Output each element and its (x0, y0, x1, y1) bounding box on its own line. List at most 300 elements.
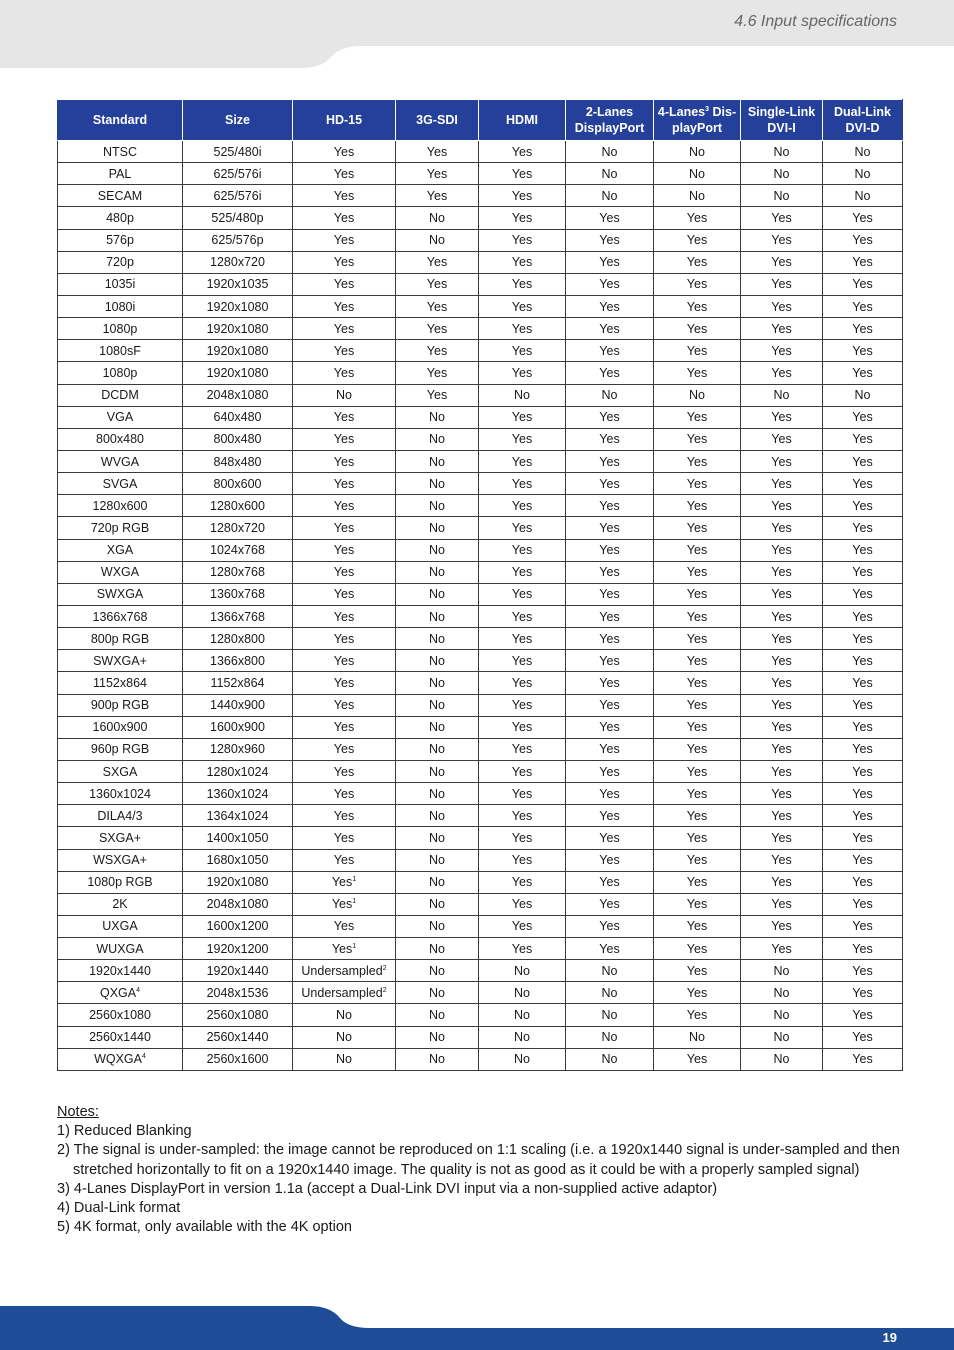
table-cell: Yes (479, 716, 566, 738)
table-cell: Yes (823, 605, 903, 627)
table-cell: XGA (58, 539, 183, 561)
table-cell: Yes (479, 738, 566, 760)
table-cell: Yes (396, 318, 479, 340)
table-cell: 1920x1200 (183, 938, 293, 960)
table-header-row (58, 100, 903, 141)
table-cell: 1080p (58, 362, 183, 384)
table-cell: 2560x1600 (183, 1048, 293, 1070)
table-cell: Yes (823, 539, 903, 561)
table-cell: 525/480i (183, 141, 293, 163)
table-cell: No (396, 805, 479, 827)
table-row (58, 318, 903, 340)
table-cell: Yes (823, 893, 903, 915)
table-row (58, 473, 903, 495)
table-cell: Yes (566, 561, 654, 583)
table-cell: Yes (293, 605, 396, 627)
table-cell: Yes (823, 915, 903, 937)
table-cell: Yes (479, 893, 566, 915)
table-cell: Yes (741, 539, 823, 561)
table-cell: Yes (654, 318, 741, 340)
table-cell: Yes (823, 672, 903, 694)
table-cell: Yes (566, 251, 654, 273)
table-cell: Yes (654, 783, 741, 805)
table-row (58, 141, 903, 163)
table-cell: No (396, 539, 479, 561)
table-cell: 625/576i (183, 163, 293, 185)
table-cell: No (654, 141, 741, 163)
table-cell: Yes (293, 495, 396, 517)
table-cell: Yes (823, 938, 903, 960)
table-cell: No (396, 893, 479, 915)
table-cell: Yes (293, 473, 396, 495)
table-cell: Yes (293, 915, 396, 937)
table-cell: No (741, 1026, 823, 1048)
table-row (58, 760, 903, 782)
table-cell: Yes (823, 871, 903, 893)
table-cell: Yes (479, 406, 566, 428)
table-cell: No (479, 960, 566, 982)
table-cell: 480p (58, 207, 183, 229)
table-row (58, 185, 903, 207)
page-number: 19 (882, 1330, 897, 1345)
table-row (58, 561, 903, 583)
table-cell: 1280x1024 (183, 760, 293, 782)
table-cell: 1920x1080 (183, 340, 293, 362)
note-item: 2) The signal is under-sampled: the image cannot be reproduced on 1:1 scaling (i.e. a 1920x1440 signal is under-sampled and then stretched horizontally to fit on a 1920x1440 image. The quality is not as good as it could be with a properly sampled signal) (57, 1142, 900, 1178)
table-row (58, 495, 903, 517)
table-cell: Yes (654, 539, 741, 561)
table-cell: Yes (741, 450, 823, 472)
table-row (58, 450, 903, 472)
table-cell: Yes (654, 716, 741, 738)
table-cell: Yes (654, 273, 741, 295)
table-cell: 1366x768 (58, 605, 183, 627)
table-cell: No (396, 982, 479, 1004)
table-row (58, 362, 903, 384)
table-cell: Yes (293, 805, 396, 827)
table-row (58, 229, 903, 251)
table-cell: Yes (566, 783, 654, 805)
table-cell: Yes (566, 605, 654, 627)
note-item: 4) Dual-Link format (57, 1200, 181, 1217)
table-cell: Yes (654, 428, 741, 450)
table-cell: Yes (823, 805, 903, 827)
table-row (58, 295, 903, 317)
table-cell: Yes (654, 495, 741, 517)
column-header: Size (183, 100, 293, 141)
table-cell: Yes (823, 694, 903, 716)
table-cell: Yes (823, 738, 903, 760)
table-cell: Yes (741, 251, 823, 273)
table-cell: Yes (479, 871, 566, 893)
table-cell: Yes (479, 915, 566, 937)
table-cell: 1024x768 (183, 539, 293, 561)
table-cell: SWXGA+ (58, 650, 183, 672)
table-cell: No (396, 650, 479, 672)
column-header: 4-Lanes$^3$ Dis-playPort (654, 100, 741, 141)
table-cell: No (741, 1004, 823, 1026)
table-cell: No (396, 1026, 479, 1048)
table-cell: Yes (823, 716, 903, 738)
table-cell: Yes (479, 938, 566, 960)
table-cell: No (823, 141, 903, 163)
table-cell: Yes (654, 827, 741, 849)
table-cell: Yes (741, 428, 823, 450)
table-cell: Yes (293, 650, 396, 672)
table-cell: 2K (58, 893, 183, 915)
table-cell: Yes (566, 583, 654, 605)
table-cell: No (479, 1026, 566, 1048)
table-cell: No (396, 849, 479, 871)
table-cell: 1920x1080 (183, 295, 293, 317)
table-cell: 2560x1080 (183, 1004, 293, 1026)
table-cell: Yes (741, 915, 823, 937)
table-cell: Yes (479, 605, 566, 627)
table-cell: Yes (479, 561, 566, 583)
table-cell: Yes (566, 473, 654, 495)
table-cell: No (293, 1004, 396, 1026)
table-cell: Yes (654, 583, 741, 605)
table-cell: No (396, 694, 479, 716)
table-cell: Yes (741, 805, 823, 827)
column-header: Dual-Link DVI-D (823, 100, 903, 141)
table-cell: No (396, 960, 479, 982)
note-item: 3) 4-Lanes DisplayPort in version 1.1a (accept a Dual-Link DVI input via a non-supplied active adaptor) (57, 1180, 718, 1197)
table-cell: No (293, 1026, 396, 1048)
table-cell: No (566, 1048, 654, 1070)
table-cell: No (396, 938, 479, 960)
table-row (58, 982, 903, 1004)
table-cell: Yes (566, 207, 654, 229)
table-cell: Yes (741, 362, 823, 384)
table-row (58, 893, 903, 915)
table-cell: Yes (823, 1004, 903, 1026)
table-cell: 1366x768 (183, 605, 293, 627)
table-cell: Yes (823, 517, 903, 539)
table-cell: Yes (566, 318, 654, 340)
table-row (58, 1048, 903, 1070)
table-cell: Yes (654, 982, 741, 1004)
table-cell: No (566, 384, 654, 406)
footer-band (0, 1304, 954, 1350)
table-cell: Yes (479, 760, 566, 782)
table-cell: Yes (293, 141, 396, 163)
table-cell: NTSC (58, 141, 183, 163)
table-cell: Yes (741, 318, 823, 340)
table-cell: Yes (293, 450, 396, 472)
table-cell: 1360x1024 (58, 783, 183, 805)
table-cell: SXGA (58, 760, 183, 782)
table-cell: No (396, 716, 479, 738)
table-cell: Yes (566, 450, 654, 472)
table-cell: 1280x800 (183, 628, 293, 650)
table-row (58, 207, 903, 229)
table-cell: No (741, 384, 823, 406)
table-cell: Yes (823, 783, 903, 805)
notes-title: Notes: (57, 1104, 99, 1120)
table-cell: 1080sF (58, 340, 183, 362)
table-cell: Undersampled$^2$ (293, 960, 396, 982)
table-cell: No (396, 473, 479, 495)
table-cell: 1920x1080 (183, 318, 293, 340)
table-cell: PAL (58, 163, 183, 185)
table-cell: Yes (479, 473, 566, 495)
table-cell: Yes (566, 805, 654, 827)
table-cell: Yes (566, 938, 654, 960)
table-cell: 1366x800 (183, 650, 293, 672)
table-cell: No (823, 163, 903, 185)
table-row (58, 716, 903, 738)
table-row (58, 340, 903, 362)
table-cell: No (396, 871, 479, 893)
table-cell: No (741, 163, 823, 185)
table-cell: No (654, 384, 741, 406)
table-cell: 960p RGB (58, 738, 183, 760)
table-cell: 1280x600 (58, 495, 183, 517)
note-item: 5) 4K format, only available with the 4K option (57, 1219, 352, 1236)
table-cell: Yes (823, 1048, 903, 1070)
table-row (58, 628, 903, 650)
table-row (58, 805, 903, 827)
table-cell: No (396, 517, 479, 539)
table-cell: Yes (823, 207, 903, 229)
table-cell: Yes (823, 495, 903, 517)
table-cell: Yes (741, 229, 823, 251)
table-cell: Yes (566, 871, 654, 893)
table-cell: WQXGA$^4$ (58, 1048, 183, 1070)
table-cell: WVGA (58, 450, 183, 472)
table-cell: Yes (479, 229, 566, 251)
table-cell: Yes (566, 738, 654, 760)
table-cell: Yes (741, 517, 823, 539)
table-row (58, 1004, 903, 1026)
table-body (58, 141, 903, 1071)
table-cell: Yes (479, 628, 566, 650)
table-cell: 1280x720 (183, 517, 293, 539)
table-cell: SVGA (58, 473, 183, 495)
table-cell: Yes (823, 295, 903, 317)
table-cell: Yes (566, 694, 654, 716)
table-cell: Yes (654, 871, 741, 893)
table-cell: 1440x900 (183, 694, 293, 716)
table-cell: 1400x1050 (183, 827, 293, 849)
table-cell: No (396, 605, 479, 627)
table-cell: 1600x900 (183, 716, 293, 738)
table-cell: 1152x864 (58, 672, 183, 694)
table-cell: 1680x1050 (183, 849, 293, 871)
table-cell: Yes (823, 340, 903, 362)
table-cell: Yes (654, 229, 741, 251)
table-cell: Yes (741, 495, 823, 517)
table-row (58, 827, 903, 849)
table-cell: Yes (741, 473, 823, 495)
table-cell: Yes (566, 428, 654, 450)
column-header: Single-Link DVI-I (741, 100, 823, 141)
table-cell: 1280x960 (183, 738, 293, 760)
table-cell: 1920x1440 (58, 960, 183, 982)
table-cell: Yes (566, 517, 654, 539)
table-cell: Yes (823, 229, 903, 251)
table-cell: 900p RGB (58, 694, 183, 716)
table-cell: Yes (823, 760, 903, 782)
column-header: 2-Lanes DisplayPort (566, 100, 654, 141)
table-cell: Yes (654, 650, 741, 672)
table-cell: No (654, 1026, 741, 1048)
table-cell: No (654, 163, 741, 185)
table-cell: No (293, 1048, 396, 1070)
table-row (58, 915, 903, 937)
table-cell: Yes (479, 295, 566, 317)
table-cell: Yes (741, 273, 823, 295)
table-cell: Yes$^1$ (293, 938, 396, 960)
table-cell: Yes (566, 628, 654, 650)
table-cell: Yes (654, 362, 741, 384)
table-cell: No (479, 1048, 566, 1070)
table-cell: Yes (293, 694, 396, 716)
table-cell: Yes (479, 672, 566, 694)
table-cell: 625/576i (183, 185, 293, 207)
table-cell: Yes (741, 561, 823, 583)
table-cell: Yes (654, 805, 741, 827)
table-cell: 1600x1200 (183, 915, 293, 937)
table-cell: No (396, 207, 479, 229)
table-cell: No (396, 1004, 479, 1026)
header-band (0, 0, 954, 68)
table-cell: No (396, 428, 479, 450)
table-cell: Yes (293, 295, 396, 317)
note-item: 1) Reduced Blanking (57, 1123, 192, 1140)
table-cell: SECAM (58, 185, 183, 207)
table-cell: Yes (823, 1026, 903, 1048)
table-row (58, 163, 903, 185)
section-title: 4.6 Input specifications (734, 13, 897, 30)
table-row (58, 1026, 903, 1048)
table-cell: Yes (396, 185, 479, 207)
table-cell: 848x480 (183, 450, 293, 472)
table-cell: Yes (823, 406, 903, 428)
table-cell: Yes (823, 827, 903, 849)
table-cell: 1080p RGB (58, 871, 183, 893)
header-band-shape (0, 0, 954, 68)
table-cell: Yes (479, 273, 566, 295)
table-cell: No (741, 960, 823, 982)
table-cell: Yes (654, 938, 741, 960)
table-cell: Yes (566, 760, 654, 782)
table-cell: Yes (823, 982, 903, 1004)
table-cell: Yes (293, 672, 396, 694)
table-cell: 1920x1080 (183, 362, 293, 384)
table-cell: Yes (293, 362, 396, 384)
table-cell: Yes (566, 340, 654, 362)
table-cell: Yes (823, 273, 903, 295)
table-cell: Yes (293, 406, 396, 428)
table-cell: Yes (396, 251, 479, 273)
table-cell: Yes (293, 539, 396, 561)
table-cell: Yes (479, 318, 566, 340)
table-row (58, 605, 903, 627)
table-cell: Yes (566, 362, 654, 384)
table-cell: Undersampled$^2$ (293, 982, 396, 1004)
table-cell: 800x480 (183, 428, 293, 450)
table-cell: Yes (654, 605, 741, 627)
table-cell: Yes$^1$ (293, 893, 396, 915)
table-cell: 1080i (58, 295, 183, 317)
table-cell: DILA4/3 (58, 805, 183, 827)
table-cell: Yes (823, 561, 903, 583)
table-cell: Yes (293, 716, 396, 738)
table-cell: Yes (293, 827, 396, 849)
table-cell: WUXGA (58, 938, 183, 960)
table-row (58, 251, 903, 273)
table-cell: Yes (823, 318, 903, 340)
table-cell: Yes (823, 428, 903, 450)
table-cell: 2048x1080 (183, 893, 293, 915)
table-cell: No (396, 915, 479, 937)
table-cell: Yes (293, 428, 396, 450)
table-cell: 800x600 (183, 473, 293, 495)
table-cell: Yes (654, 628, 741, 650)
table-row (58, 273, 903, 295)
table-cell: WXGA (58, 561, 183, 583)
table-cell: Yes (566, 229, 654, 251)
table-cell: Yes (823, 362, 903, 384)
column-header: HD-15 (293, 100, 396, 141)
table-cell: 576p (58, 229, 183, 251)
table-cell: Yes (823, 583, 903, 605)
table-cell: Yes (396, 340, 479, 362)
table-cell: Yes (741, 783, 823, 805)
table-cell: No (479, 982, 566, 1004)
table-cell: No (293, 384, 396, 406)
table-cell: Yes (741, 849, 823, 871)
table-cell: Yes (741, 650, 823, 672)
table-row (58, 672, 903, 694)
table-cell: Yes (479, 849, 566, 871)
column-header: 3G-SDI (396, 100, 479, 141)
table-cell: 2560x1440 (183, 1026, 293, 1048)
table-cell: Yes (293, 583, 396, 605)
table-cell: 1920x1035 (183, 273, 293, 295)
table-row (58, 849, 903, 871)
table-cell: 1035i (58, 273, 183, 295)
table-cell: 2560x1080 (58, 1004, 183, 1026)
table-cell: Yes (823, 473, 903, 495)
table-cell: Yes (654, 406, 741, 428)
table-cell: No (566, 1026, 654, 1048)
table-cell: No (566, 960, 654, 982)
table-cell: Yes (654, 251, 741, 273)
table-cell: No (396, 738, 479, 760)
table-cell: Yes (566, 849, 654, 871)
table-cell: Yes (654, 760, 741, 782)
table-cell: 2560x1440 (58, 1026, 183, 1048)
table-cell: 1920x1440 (183, 960, 293, 982)
table-cell: Yes (293, 185, 396, 207)
table-cell: Yes (566, 827, 654, 849)
table-cell: No (566, 982, 654, 1004)
table-row (58, 871, 903, 893)
table-cell: No (396, 760, 479, 782)
table-cell: Yes (293, 561, 396, 583)
table-cell: 1152x864 (183, 672, 293, 694)
table-cell: No (396, 672, 479, 694)
table-cell: Yes (654, 340, 741, 362)
table-row (58, 428, 903, 450)
table-cell: Yes (479, 495, 566, 517)
column-header: Standard (58, 100, 183, 141)
table-cell: Yes (823, 251, 903, 273)
table-cell: No (566, 141, 654, 163)
